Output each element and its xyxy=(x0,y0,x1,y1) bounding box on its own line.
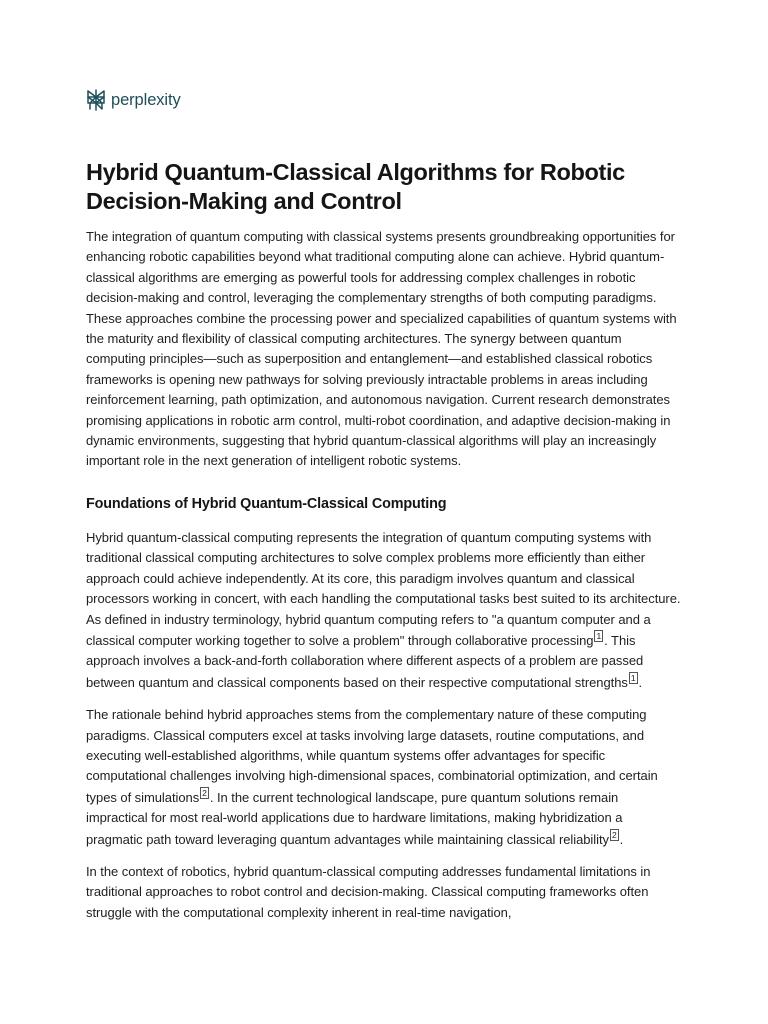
section-heading: Foundations of Hybrid Quantum-Classical Computing xyxy=(86,495,447,512)
paragraph-text: . xyxy=(638,674,643,690)
page-title: Hybrid Quantum-Classical Algorithms for Robotic Decision-Making and Control xyxy=(86,159,625,214)
section-paragraph-3: In the context of robotics, hybrid quantum-classical computing addresses fundamental limitations in traditional approaches to robot control and decision-making. Classical computing frameworks often struggle with the computational complexity inherent in real-time navigation, xyxy=(86,863,651,920)
section-paragraph-2 xyxy=(86,705,682,850)
brand-name: perplexity xyxy=(111,90,181,109)
brand-logo[interactable] xyxy=(86,89,181,111)
citation-link[interactable]: 2 xyxy=(202,787,207,798)
paragraph-text: . In the current technological landscape, pure quantum solutions remain impractical for most real-world applications due to hardware limitations, making hybridization a pragmatic path toward leveraging quantum advantages while maintaining classical reliability xyxy=(86,789,623,847)
paragraph-text: The rationale behind hybrid approaches stems from the complementary nature of these computing paradigms. Classical computers excel at tasks involving large datasets, routine computations, and executing well-established algorithms, while quantum systems offer advantages for specific computational challenges involving high-dimensional spaces, combinatorial optimization, and certain types of simulations xyxy=(86,707,658,805)
perplexity-logo-icon xyxy=(86,89,106,111)
section-paragraph-1 xyxy=(86,528,682,693)
article xyxy=(86,158,682,923)
paragraph-text: Hybrid quantum-classical computing represents the integration of quantum computing systems with traditional classical computing architectures to solve complex problems more efficiently than either approach could achieve independently. At its core, this paradigm involves quantum and classical processors working in concert, with each handling the computational tasks best suited to its architecture. As defined in industry terminology, hybrid quantum computing refers to "a quantum computer and a classical computer working together to solve a problem" through collaborative processing xyxy=(86,529,681,648)
citation-link[interactable]: 2 xyxy=(611,829,617,840)
citation-link[interactable]: 1 xyxy=(630,672,636,683)
paragraph-text: . This approach involves a back-and-forth collaboration where different aspects of a problem are passed between quantum and classical components based on their respective computational strengths xyxy=(86,632,644,690)
paragraph-text: . xyxy=(619,831,624,847)
intro-paragraph: The integration of quantum computing with classical systems presents groundbreaking opportunities for enhancing robotic capabilities beyond what traditional computing alone can achieve. Hybrid quantum-classical algorithms are emerging as powerful tools for addressing complex challenges in robotic decision-making and control, leveraging the complementary strengths of both computing paradigms. These approaches combine the processing power and specialized capabilities of quantum systems with the maturity and flexibility of classical computing architectures. The synergy between quantum computing principles—such as superposition and entanglement—and established classical robotics frameworks is opening new pathways for solving previously intractable problems in areas including reinforcement learning, path optimization, and autonomous navigation. Current research demonstrates promising applications in robotic arm control, multi-robot coordination, and adaptive decision-making in dynamic environments, suggesting that hybrid quantum-classical algorithms will play an increasingly important role in the next generation of intelligent robotic systems. xyxy=(86,229,677,469)
citation-link[interactable]: 1 xyxy=(596,630,602,641)
